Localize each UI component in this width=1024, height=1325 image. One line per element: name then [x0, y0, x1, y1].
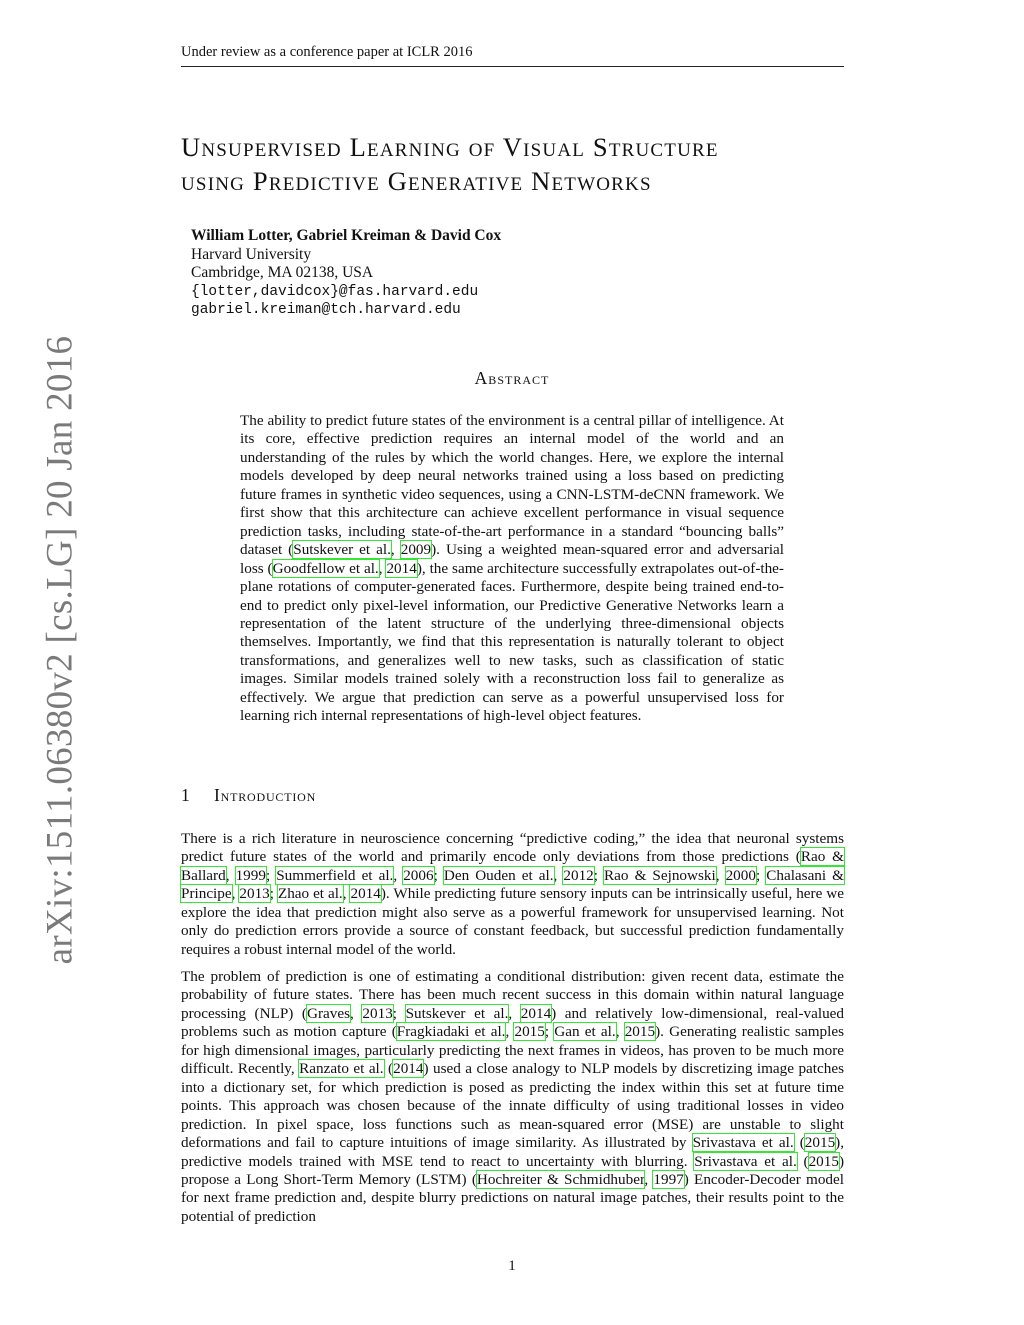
citation-link[interactable]: 2014 [393, 1060, 424, 1078]
citation-separator: ; [433, 866, 444, 884]
section-heading-introduction [181, 785, 316, 806]
citation-separator: , [615, 1023, 625, 1041]
citation-separator: , [393, 866, 404, 884]
author-block [191, 227, 501, 320]
intro-paragraph-1 [181, 830, 844, 959]
citation-link[interactable]: Sutskever et al. [293, 541, 391, 559]
citation-link[interactable]: Gan et al. [554, 1023, 616, 1041]
citation-link[interactable]: 2000 [725, 866, 756, 884]
citation-link[interactable]: 2009 [400, 541, 432, 559]
citation-separator: , [225, 866, 236, 884]
title-line-1: Unsupervised Learning of Visual Structure [181, 132, 719, 162]
author-names: William Lotter, Gabriel Kreiman & David Cox [191, 227, 502, 244]
citation-link[interactable]: 2006 [403, 866, 434, 884]
paragraph-text: The problem of prediction is one of estimating a conditional distribution: given recent data, estimate the probability of future states. There has been much recent success in this domain within natural language processing (NLP) ( [181, 968, 844, 1022]
citation-separator: , [342, 885, 351, 903]
author-email-1: {lotter,davidcox}@fas.harvard.edu [191, 283, 479, 300]
paragraph-text: ) and relatively low-dimensional, real-valued problems such as motion capture ( [181, 1004, 845, 1041]
citation-separator: , [378, 559, 387, 577]
paragraph-text: ). While predicting future sensory inputs can be intrinsically useful, here we explore the idea that prediction might also serve as a powerful framework for unsupervised learning. Not only do prediction errors provide a source of constant feedback, but successful prediction fundamentally requires a robust internal model of the world. [181, 885, 844, 958]
citation-separator: ( [793, 1134, 805, 1152]
citation-link[interactable]: Srivastava et al. [692, 1134, 794, 1152]
author-address: Cambridge, MA 02138, USA [191, 264, 374, 282]
intro-paragraph-2 [181, 968, 844, 1226]
author-email-2: gabriel.kreiman@tch.harvard.edu [191, 302, 461, 319]
abstract-text: ). Using a weighted mean-squared error and adversarial loss ( [240, 541, 785, 577]
abstract-text: ), the same architecture successfully extrapolates out-of-the-plane rotations of computer-generated faces. Furthermore, despite being trained end-to-end to predict only pixel-level information, our Predictive Generative Networks learn a representation of the latent structure of the underlying three-dimensional objects themselves. Importantly, we find that this representation is naturally tolerant to object transformations, and generalizes well to new tasks, such as classification of static images. Similar models trained solely with a reconstruction loss fail to generalize as effectively. We argue that prediction can serve as a powerful unsupervised loss for learning rich internal representations of high-level object features. [240, 559, 784, 725]
title-line-2: using Predictive Generative Networks [181, 166, 652, 196]
citation-separator: ; [265, 866, 277, 884]
citation-link[interactable]: Goodfellow et al. [272, 559, 379, 577]
citation-link[interactable]: 2013 [239, 885, 270, 903]
citation-link[interactable]: Rao & Ballard [181, 848, 844, 884]
author-affiliation: Harvard University [191, 245, 312, 263]
citation-separator: , [553, 866, 564, 884]
citation-link[interactable]: Rao & Sejnowski [604, 866, 716, 884]
citation-link[interactable]: 2014 [386, 559, 417, 577]
abstract-body [240, 412, 784, 726]
running-header: Under review as a conference paper at ICLR 2016 [181, 44, 844, 67]
citation-link[interactable]: 2014 [520, 1004, 552, 1022]
citation-link[interactable]: Den Ouden et al. [443, 866, 554, 884]
citation-separator: ; [392, 1004, 406, 1022]
citation-link[interactable]: Srivastava et al. [694, 1152, 797, 1170]
citation-link[interactable]: Fragkiadaki et al. [396, 1023, 506, 1041]
citation-separator: , [350, 1004, 363, 1022]
citation-link[interactable]: 1999 [235, 866, 266, 884]
citation-link[interactable]: 2015 [624, 1023, 656, 1041]
citation-link[interactable]: Summerfield et al. [276, 866, 394, 884]
citation-link[interactable]: 2015 [804, 1134, 836, 1152]
citation-link[interactable]: Chalasani & Principe [181, 866, 844, 903]
citation-link[interactable]: 2015 [808, 1152, 839, 1170]
citation-separator: ; [755, 866, 767, 884]
citation-link[interactable]: Zhao et al. [277, 885, 343, 903]
citation-separator: ; [544, 1023, 555, 1041]
citation-link[interactable]: 2013 [362, 1004, 393, 1022]
citation-link[interactable]: 2015 [514, 1023, 545, 1041]
paragraph-text: ) used a close analogy to NLP models by discretizing image patches into a dictionary set, for which prediction is posed as predicting the index within this set at future time points. This approach was chosen because of the innate difficulty of using traditional losses in video prediction. In pixel space, loss functions such as mean-squared error (MSE) are unstable to slight deformations and fail to capture intuitions of image similarity. As illustrated by [181, 1060, 845, 1152]
paragraph-text: There is a rich literature in neuroscience concerning “predictive coding,” the idea that neuronal systems predict future states of the world and primarily encode only deviations from those predictions ( [181, 830, 844, 866]
citation-link[interactable]: 1997 [653, 1170, 684, 1188]
citation-link[interactable]: Hochreiter & Schmidhuber [476, 1170, 645, 1188]
paragraph-text: ). Generating realistic samples for high dimensional images, particularly predicting the next frames in videos, has proven to be much more difficult. Recently, [181, 1023, 844, 1078]
page-number: 1 [508, 1258, 516, 1274]
citation-separator: ( [796, 1152, 809, 1170]
section-title: Introduction [214, 785, 317, 805]
citation-separator: , [390, 541, 401, 559]
paragraph-text: ), predictive models trained with MSE tend to react to uncertainty with blurring. [181, 1134, 845, 1170]
citation-link[interactable]: Graves [307, 1004, 351, 1022]
citation-separator: ( [383, 1060, 394, 1078]
paper-title [181, 130, 861, 198]
citation-separator: , [508, 1004, 521, 1022]
abstract-heading: Abstract [474, 368, 550, 388]
section-number: 1 [181, 785, 190, 805]
citation-link[interactable]: 2012 [563, 866, 594, 884]
arxiv-identifier: arXiv:1511.06380v2 [cs.LG] 20 Jan 2016 [39, 335, 81, 965]
citation-separator: ; [269, 885, 278, 903]
citation-separator: , [715, 866, 726, 884]
citation-link[interactable]: Ranzato et al. [299, 1060, 384, 1078]
citation-link[interactable]: Sutskever et al. [405, 1004, 509, 1022]
paragraph-text: ) Encoder-Decoder model for next frame prediction and, despite blurry predictions on natural image patches, their results point to the potential of prediction [181, 1170, 844, 1225]
paragraph-text: ) propose a Long Short-Term Memory (LSTM) ( [181, 1152, 844, 1188]
citation-separator: , [505, 1023, 515, 1041]
citation-link[interactable]: 2014 [350, 885, 381, 903]
citation-separator: , [644, 1170, 654, 1188]
citation-separator: ; [593, 866, 605, 884]
citation-separator: , [231, 885, 240, 903]
abstract-text: The ability to predict future states of the environment is a central pillar of intelligence. At its core, effective prediction requires an internal model of the world and an understanding of the rules by which the world changes. Here, we explore the internal models developed by deep neural networks trained using a loss based on predicting future frames in synthetic video sequences, using a CNN-LSTM-deCNN framework. We first show that this architecture can achieve excellent performance in visual sequence prediction tasks, including state-of-the-art performance in a standard “bouncing balls” dataset ( [240, 412, 784, 559]
